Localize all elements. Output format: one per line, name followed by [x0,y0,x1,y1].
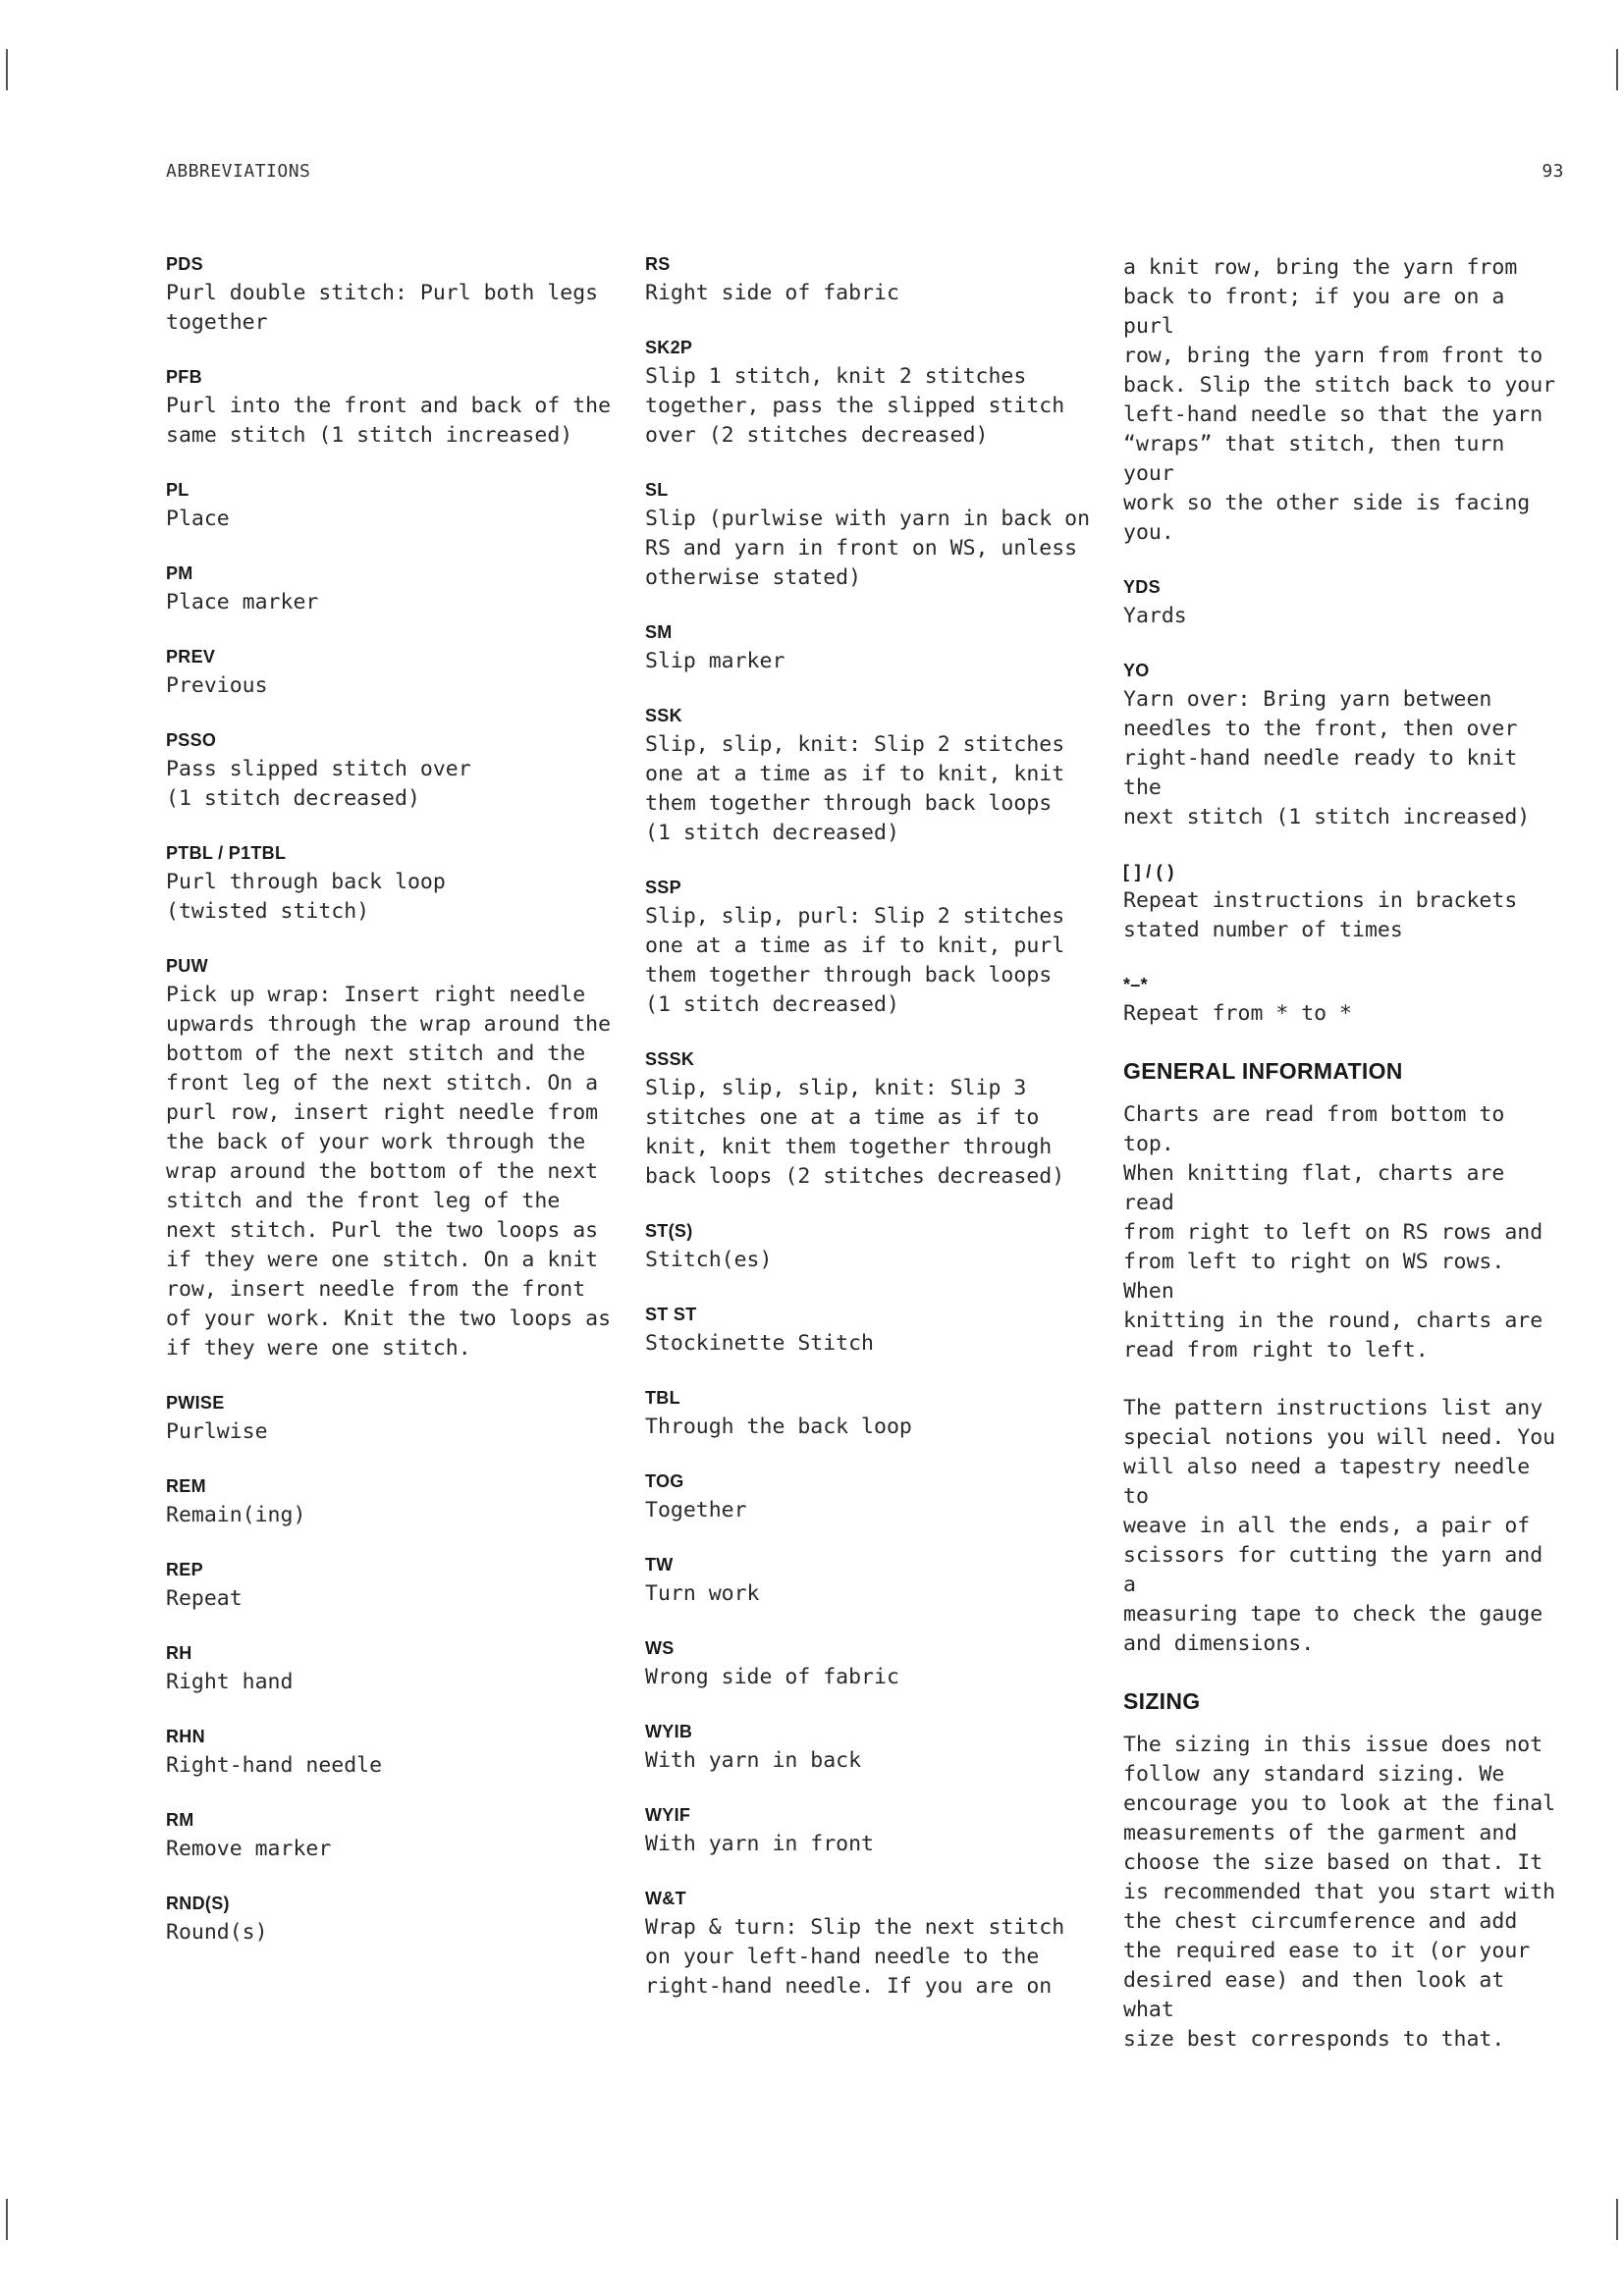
abbreviations-column-1 [166,253,618,1976]
abbreviation-entry [1123,660,1565,832]
abbreviation-term: ST ST [645,1305,697,1324]
abbreviation-term: SL [645,480,669,500]
abbreviation-definition: Wrap & turn: Slip the next stitch on your left-hand needle to the right-hand needle. If you are on [645,1915,1065,1999]
abbreviation-entry [645,1637,1097,1692]
abbreviation-definition: Stockinette Stitch [645,1331,874,1356]
wrap-and-turn-continuation: a knit row, bring the yarn from back to front; if you are on a purl row, bring the yarn from front to back. Slip the stitch back to your left-hand needle so that the yarn “wraps” that stitch, then turn your work so the other side is facing you. [1123,255,1556,545]
abbreviation-definition: Purl through back loop (twisted stitch) [166,870,446,924]
abbreviation-entry [1123,861,1565,945]
sizing-heading: SIZING [1123,1688,1201,1714]
abbreviation-definition: Repeat from * to * [1123,1001,1352,1026]
abbreviation-definition: With yarn in back [645,1748,862,1773]
crop-mark-top-left [6,49,8,90]
abbreviation-definition: With yarn in front [645,1832,874,1856]
abbreviation-entry [166,1893,618,1948]
abbreviation-term: WYIB [645,1722,693,1741]
abbreviation-entry [645,1721,1097,1776]
abbreviation-definition: Purl double stitch: Purl both legs together [166,281,599,335]
abbreviation-definition: Slip (purlwise with yarn in back on RS and yarn in front on WS, unless otherwise stated) [645,507,1091,590]
section-title: ABBREVIATIONS [166,161,311,182]
abbreviation-entry [645,1554,1097,1609]
abbreviation-definition: Place marker [166,590,319,614]
abbreviation-entry [645,1304,1097,1359]
general-information-heading: GENERAL INFORMATION [1123,1058,1403,1084]
abbreviation-term: PFB [166,367,202,387]
abbreviation-definition: Previous [166,673,268,698]
abbreviation-entry [166,842,618,927]
abbreviation-entry [645,1888,1097,2002]
abbreviation-term: RND(S) [166,1894,230,1913]
abbreviation-definition: Repeat [166,1586,243,1611]
abbreviation-entry [166,1642,618,1697]
abbreviation-term: PUW [166,956,208,976]
abbreviation-entry [166,1809,618,1864]
abbreviation-definition: Slip, slip, purl: Slip 2 stitches one at a time as if to knit, purl them together through back loops (1 stitch decreased) [645,904,1065,1017]
abbreviation-term: REM [166,1476,206,1496]
abbreviation-term: REP [166,1560,203,1579]
abbreviation-term: PREV [166,647,216,667]
abbreviation-term: PSSO [166,730,217,750]
abbreviation-entry [166,1392,618,1447]
sizing-paragraph: The sizing in this issue does not follow any standard sizing. We encourage you to look at the final measurements of the garment and choose the size based on that. It is recommended that you start with the chest circumference and add the required ease to it (or your desired ease) and then look at what size best corresponds to that. [1123,1733,1556,2052]
abbreviation-term: PTBL / P1TBL [166,843,287,863]
abbreviation-entry [166,1475,618,1530]
abbreviation-term: [ ] / ( ) [1123,862,1174,881]
abbreviation-term: WS [645,1638,675,1658]
abbreviation-entry [166,729,618,814]
column-3-entries [1123,576,1565,1029]
abbreviation-entry [166,1559,618,1614]
abbreviation-entry [645,1048,1097,1192]
abbreviation-definition: Place [166,507,230,531]
abbreviation-entry [1123,974,1565,1029]
abbreviation-entry [166,646,618,701]
abbreviation-term: SSK [645,706,682,725]
abbreviation-definition: Pick up wrap: Insert right needle upwards through the wrap around the bottom of the next stitch and the front leg of the next stitch. On a purl row, insert right needle from the back of your work through the wrap around the bottom of the next stitch and the front leg of the next stitch. Purl the two loops as if they were one stitch. On a knit row, insert needle from the front of your work. Knit the two loops as if they were one stitch. [166,983,612,1361]
crop-mark-top-right [1616,49,1618,90]
abbreviation-term: WYIF [645,1805,691,1825]
abbreviation-term: YDS [1123,577,1161,597]
crop-mark-bottom-left [6,2199,8,2240]
abbreviation-entry [166,366,618,451]
abbreviation-definition: Slip marker [645,649,785,673]
abbreviation-definition: Through the back loop [645,1415,912,1439]
abbreviation-entry [645,1220,1097,1275]
abbreviation-definition: Slip, slip, knit: Slip 2 stitches one at a time as if to knit, knit them together through back loops (1 stitch decreased) [645,732,1065,845]
abbreviation-entry [166,1726,618,1781]
abbreviation-entry [645,877,1097,1020]
abbreviation-definition: Slip 1 stitch, knit 2 stitches together, pass the slipped stitch over (2 stitches decreased) [645,364,1065,448]
abbreviation-entry [645,1470,1097,1525]
abbreviation-term: SSP [645,878,681,897]
abbreviation-term: TBL [645,1388,680,1408]
abbreviation-entry [645,479,1097,593]
abbreviation-term: RHN [166,1727,205,1746]
abbreviation-term: PM [166,563,193,583]
abbreviation-definition: Turn work [645,1581,760,1606]
abbreviation-definition: Repeat instructions in brackets stated number of times [1123,888,1518,942]
abbreviation-definition: Purl into the front and back of the same stitch (1 stitch increased) [166,394,612,448]
abbreviation-term: *–* [1123,975,1148,994]
abbreviation-definition: Right-hand needle [166,1753,383,1778]
abbreviation-term: RH [166,1643,192,1663]
abbreviation-entry [166,955,618,1363]
abbreviation-entry [645,1804,1097,1859]
abbreviation-term: YO [1123,661,1150,680]
abbreviation-entry [645,621,1097,676]
abbreviation-definition: Yards [1123,604,1187,628]
abbreviation-definition: Remain(ing) [166,1503,306,1527]
abbreviations-column-2 [645,253,1097,2030]
abbreviations-column-3 [1123,253,1565,2083]
abbreviation-term: TOG [645,1471,684,1491]
abbreviation-term: TW [645,1555,674,1575]
page-number: 93 [1542,161,1564,182]
abbreviation-definition: Round(s) [166,1920,268,1945]
abbreviation-entry [645,705,1097,848]
abbreviation-entry [645,1387,1097,1442]
abbreviation-term: SSSK [645,1049,695,1069]
general-information-paragraph: The pattern instructions list any special notions you will need. You will also need a tapestry needle to weave in all the ends, a pair of scissors for cutting the yarn and a measuring tape to check the gauge and dimensions. [1123,1396,1556,1656]
abbreviation-entry [166,479,618,534]
abbreviation-term: PL [166,480,189,500]
abbreviation-entry [166,253,618,338]
abbreviation-definition: Together [645,1498,747,1522]
abbreviation-term: ST(S) [645,1221,693,1241]
abbreviation-definition: Remove marker [166,1837,332,1861]
crop-mark-bottom-right [1616,2199,1618,2240]
abbreviation-definition: Yarn over: Bring yarn between needles to the front, then over right-hand needle ready to knit the next stitch (1 stitch increased) [1123,687,1531,829]
abbreviation-entry [645,337,1097,451]
running-header [166,161,1564,185]
abbreviation-term: SM [645,622,673,642]
abbreviation-term: PWISE [166,1393,225,1413]
abbreviation-term: RM [166,1810,194,1830]
abbreviation-entry [1123,576,1565,631]
abbreviation-definition: Slip, slip, slip, knit: Slip 3 stitches one at a time as if to knit, knit them together through back loops (2 stitches decreased) [645,1076,1065,1189]
abbreviation-definition: Right side of fabric [645,281,899,305]
abbreviation-term: RS [645,254,671,274]
abbreviation-definition: Wrong side of fabric [645,1665,899,1689]
abbreviation-definition: Pass slipped stitch over (1 stitch decreased) [166,757,471,811]
abbreviation-term: SK2P [645,338,693,357]
abbreviation-definition: Purlwise [166,1419,268,1444]
abbreviation-definition: Stitch(es) [645,1248,773,1272]
abbreviation-term: W&T [645,1889,686,1908]
abbreviation-definition: Right hand [166,1670,294,1694]
abbreviation-entry [645,253,1097,308]
abbreviation-entry [166,562,618,617]
abbreviation-term: PDS [166,254,203,274]
general-information-paragraph: Charts are read from bottom to top. When knitting flat, charts are read from right to left on RS rows and from left to right on WS rows. When knitting in the round, charts are read from right to left. [1123,1102,1543,1362]
